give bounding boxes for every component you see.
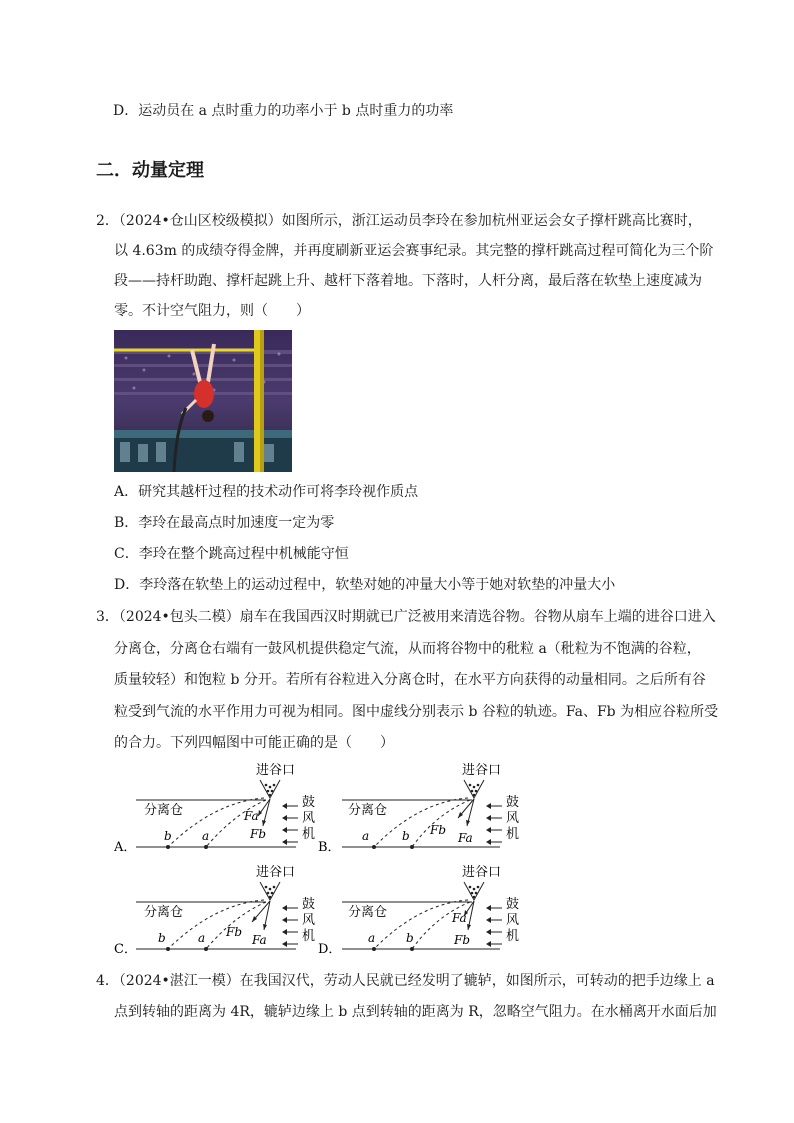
q3-line: 分离仓，分离仓右端有一鼓风机提供稳定气流，从而将谷物中的秕粒 a（秕粒为不饱满的谷粒， [114, 641, 701, 657]
inlet-label: 进谷口 [462, 865, 502, 880]
inlet-label: 进谷口 [256, 763, 296, 778]
chamber-label: 分离仓 [348, 905, 388, 920]
panel-label: D． [318, 942, 342, 957]
previous-option-d: D．运动员在 a 点时重力的功率小于 b 点时重力的功率 [113, 103, 454, 119]
blower-label: 风 [506, 913, 520, 928]
ground-label: a [368, 931, 376, 945]
blower-label: 鼓 [302, 795, 316, 810]
q3-line: 3．（2024•包头二模）扇车在我国西汉时期就已广泛被用来清选谷物。谷物从扇车上端的进谷口进入 [96, 609, 716, 625]
blower-label: 风 [506, 811, 520, 826]
pole-vault-photo [114, 330, 292, 472]
force-label: Fb [250, 827, 267, 841]
ground-label: b [158, 931, 166, 945]
q2-option-c: C．李玲在整个跳高过程中机械能守恒 [114, 546, 349, 562]
q2-line: 段——持杆助跑、撑杆起跳上升、越杆下落着地。下落时，人杆分离，最后落在软垫上速度减为 [114, 273, 702, 289]
q2-option-b: B．李玲在最高点时加速度一定为零 [114, 515, 335, 531]
q4-line: 4．（2024•湛江一模）在我国汉代，劳动人民就已经发明了辘轳，如图所示，可转动的把手边缘上 a [96, 973, 715, 989]
fan-diagram-b [318, 758, 538, 856]
q2-option-d: D．李玲落在软垫上的运动过程中，软垫对她的冲量大小等于她对软垫的冲量大小 [114, 577, 616, 593]
blower-label: 机 [506, 827, 520, 842]
q2-line: 2．（2024•仓山区校级模拟）如图所示，浙江运动员李玲在参加杭州亚运会女子撑杆跳高比赛时， [96, 213, 702, 229]
chamber-label: 分离仓 [144, 905, 184, 920]
blower-label: 机 [506, 929, 520, 944]
panel-label: C． [114, 942, 137, 957]
chamber-label: 分离仓 [348, 803, 388, 818]
blower-label: 鼓 [302, 897, 316, 912]
fan-diagram-c [114, 860, 334, 958]
blower-label: 鼓 [506, 897, 520, 912]
blower-label: 风 [302, 913, 316, 928]
force-label: Fa [452, 911, 467, 925]
q3-line: 粒受到气流的水平作用力可视为相同。图中虚线分别表示 b 谷粒的轨迹。Fa、Fb 为相应谷粒所受 [114, 704, 719, 720]
ground-label: a [198, 931, 206, 945]
ground-label: b [164, 829, 172, 843]
inlet-label: 进谷口 [256, 865, 296, 880]
force-label: Fa [458, 831, 473, 845]
ground-label: b [406, 931, 414, 945]
blower-label: 机 [302, 929, 316, 944]
section-title: 二．动量定理 [96, 160, 204, 181]
panel-label: B． [318, 840, 341, 855]
fan-diagram-d [318, 860, 538, 958]
blower-label: 风 [302, 811, 316, 826]
q2-option-a: A．研究其越杆过程的技术动作可将李玲视作质点 [114, 484, 419, 500]
force-label: Fa [252, 933, 267, 947]
force-label: Fb [430, 823, 447, 837]
ground-label: b [402, 829, 410, 843]
chamber-label: 分离仓 [144, 803, 184, 818]
force-label: Fa [244, 809, 259, 823]
ground-label: a [362, 829, 370, 843]
fan-diagram-a [114, 758, 334, 856]
panel-label: A． [114, 840, 137, 855]
q2-line: 零。不计空气阻力，则（ ） [114, 303, 310, 319]
force-label: Fb [226, 925, 243, 939]
force-label: Fb [454, 933, 471, 947]
q3-line: 质量较轻）和饱粒 b 分开。若所有谷粒进入分离仓时，在水平方向获得的动量相同。之后所有谷 [114, 672, 706, 688]
ground-label: a [202, 829, 210, 843]
inlet-label: 进谷口 [462, 763, 502, 778]
blower-label: 机 [302, 827, 316, 842]
blower-label: 鼓 [506, 795, 520, 810]
q4-line: 点到转轴的距离为 4R，辘轳边缘上 b 点到转轴的距离为 R，忽略空气阻力。在水桶离开水面后加 [114, 1004, 717, 1020]
q3-line: 的合力。下列四幅图中可能正确的是（ ） [114, 735, 394, 751]
q2-line: 以 4.63m 的成绩夺得金牌，并再度刷新亚运会赛事纪录。其完整的撑杆跳高过程可简化为三个阶 [114, 243, 714, 259]
